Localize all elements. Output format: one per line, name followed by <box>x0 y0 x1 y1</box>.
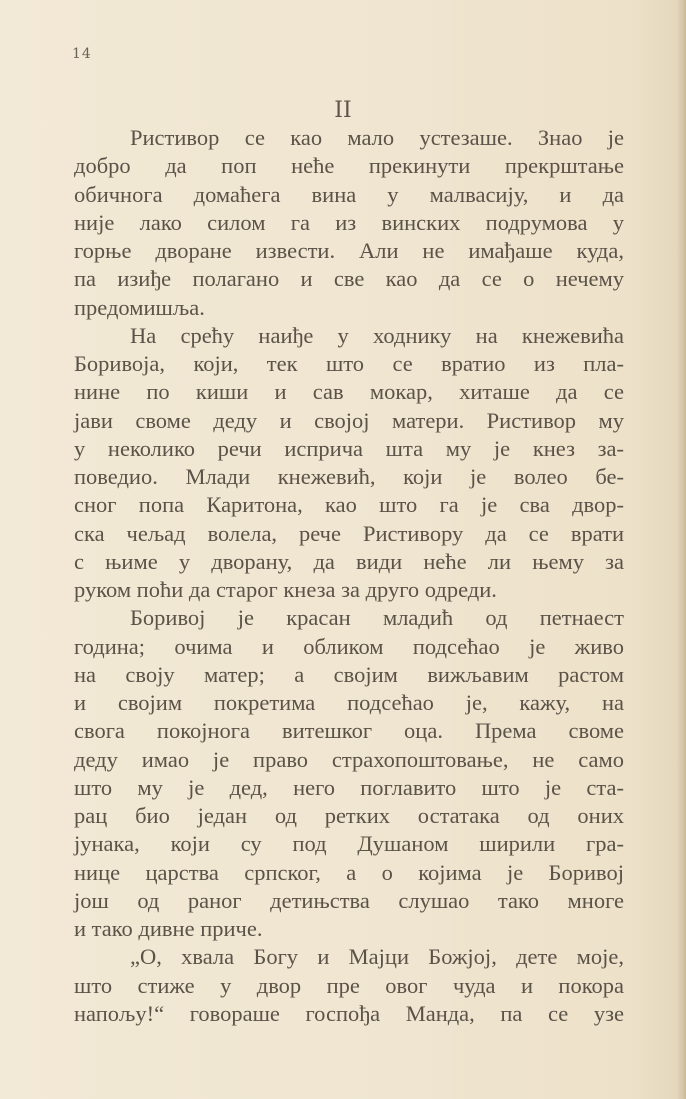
text-line: руком поћи да старог кнеза за друго одреди. <box>74 577 497 602</box>
text-line: јунака, који су под Душаном ширили гра- <box>74 831 624 857</box>
text-line: рац био један од ретких остатака од оних <box>74 803 624 828</box>
text-line: у неколико речи исприча шта му је кнез за- <box>74 435 624 461</box>
text-line: и својим покретима подсећао је, кажу, на <box>74 690 624 715</box>
text-line: обичнога домаћега вина у малвасију, и да <box>74 181 624 207</box>
text-line: нине по киши и сав мокар, хиташе да се <box>74 379 624 405</box>
chapter-heading: II <box>334 98 352 123</box>
page-number: 14 <box>72 46 92 62</box>
text-line: Боривоја, који, тек што се вратио из пла- <box>74 351 624 376</box>
text-line: није лако силом га из винских подрумова у <box>74 209 624 235</box>
text-line: горње дворане извести. Али не имађаше куда, <box>74 238 624 263</box>
text-line: сног попа Каритона, као што га је сва двор- <box>74 492 624 518</box>
text-line: с њиме у дворану, да види неће ли њему за <box>74 548 624 574</box>
text-line: што му је дед, него поглавито што је ста- <box>74 774 624 800</box>
text-line: поведио. Млади кнежевић, који је волео бе- <box>74 464 624 489</box>
text-line: и тако дивне приче. <box>74 916 263 941</box>
text-line: деду имао је право страхопоштовање, не само <box>74 746 624 772</box>
text-line: нице царства српског, а о којима је Боривој <box>74 859 624 885</box>
page-edge-shadow <box>676 0 686 1099</box>
text-line: ска чељад волела, рече Ристивору да се врати <box>74 520 624 546</box>
text-line: па изиђе полагано и све као да се о нечему <box>74 266 624 292</box>
text-line: свога покојнога витешког оца. Према своме <box>74 718 624 744</box>
text-line: добро да поп неће прекинути прекрштање <box>74 153 624 179</box>
text-line: још од раног детињства слушао тако многе <box>74 887 624 913</box>
body-text <box>74 124 624 1028</box>
text-line: На срећу наиђе у ходнику на кнежевића <box>130 322 624 348</box>
text-line: на своју матер; а својим вижљавим растом <box>74 661 624 687</box>
text-line: Боривој је красан младић од петнаест <box>130 605 624 631</box>
text-line: „О, хвала Богу и Мајци Божјој, дете моје, <box>130 944 624 970</box>
text-line: Ристивор се као мало устезаше. Знао је <box>130 125 624 150</box>
text-line: јави своме деду и својој матери. Ристивор му <box>74 407 624 433</box>
text-line: што стиже у двор пре овог чуда и покора <box>74 972 624 998</box>
text-line: напољу!“ говораше госпођа Манда, па се узе <box>74 1000 624 1026</box>
text-line: година; очима и обликом подсећао је живо <box>74 633 624 659</box>
text-line: предомишља. <box>74 294 205 320</box>
